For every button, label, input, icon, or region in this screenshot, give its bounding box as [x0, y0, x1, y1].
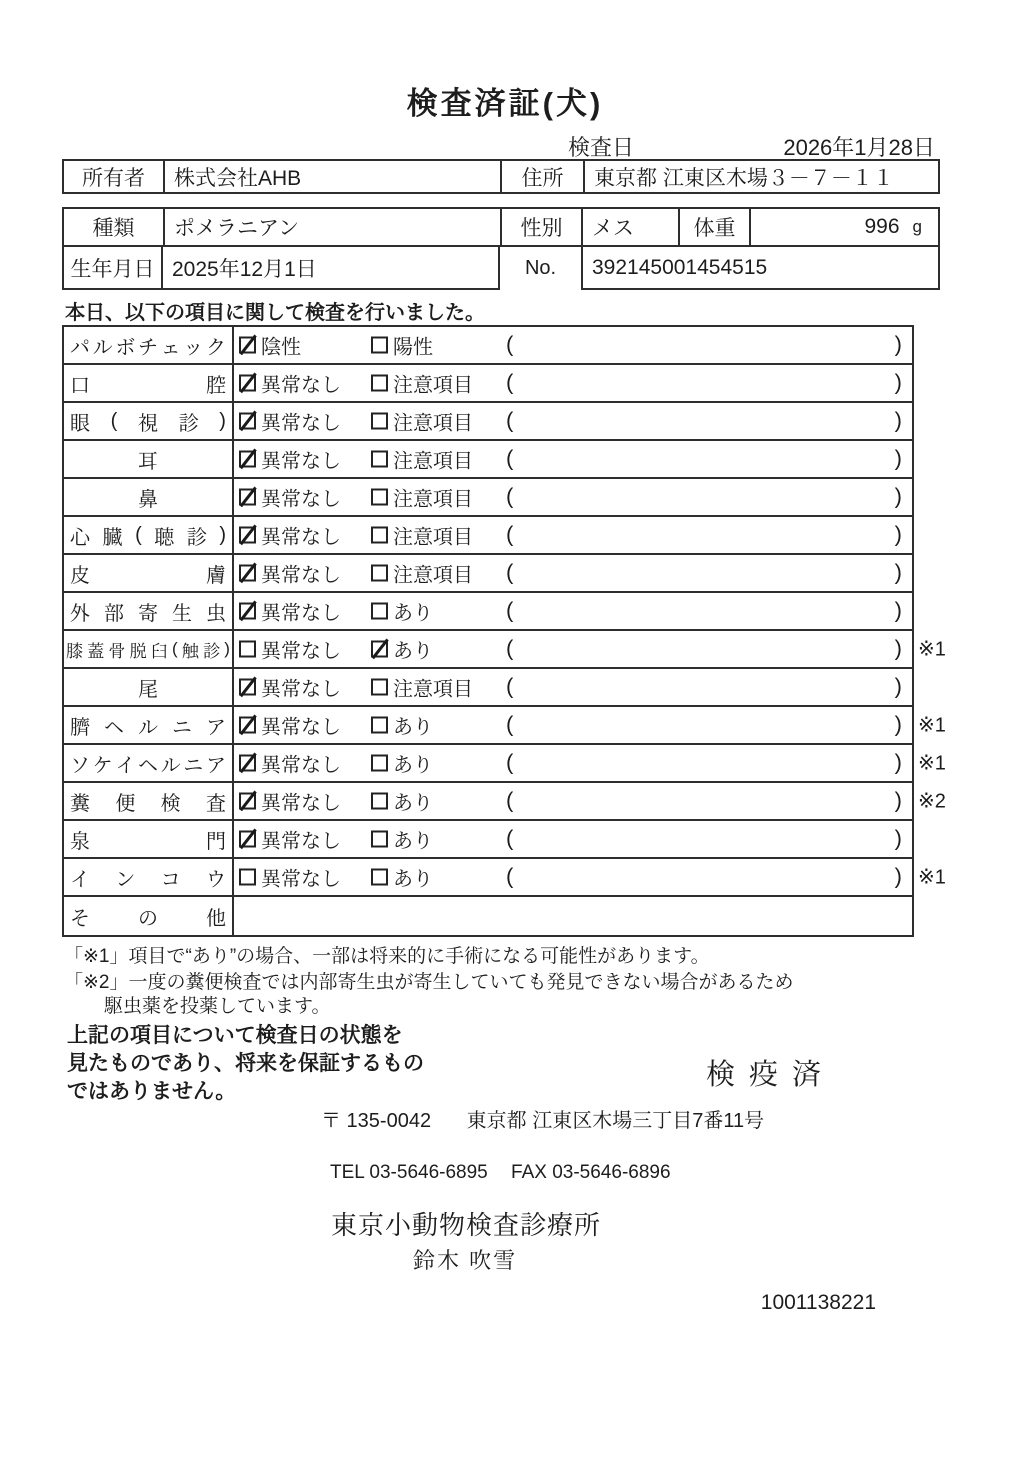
option1 [239, 407, 341, 436]
option2-label: 注意項目 [393, 450, 473, 473]
inspection-item-options [234, 897, 912, 935]
no-value-cell: 392145001454515 [581, 247, 940, 290]
paren-open: ( [506, 787, 514, 813]
option2 [371, 825, 433, 854]
option2-label: 注意項目 [393, 526, 473, 549]
inspection-item-label: 眼 ( 視 診 ) [64, 403, 234, 439]
option1-label: 異常なし [261, 792, 341, 815]
clinic-tel: TEL 03-5646-6895 [330, 1162, 488, 1183]
footnote-2: 「※2」一度の糞便検査では内部寄生虫が寄生していても発見できない場合があるため [64, 972, 794, 993]
option1 [239, 483, 341, 512]
paren-close: ) [894, 635, 902, 661]
paren-close: ) [894, 825, 902, 851]
inspection-row [64, 479, 912, 517]
inspection-item-label: 泉 門 [64, 821, 234, 857]
inspection-item-label: 耳 [64, 441, 234, 477]
inspection-item-options [234, 441, 912, 477]
inspection-row [64, 783, 946, 821]
inspection-item-options [234, 479, 912, 515]
sex-label-cell: 性別 [502, 209, 583, 245]
option2-label: あり [393, 830, 433, 853]
paren-close: ) [894, 863, 902, 889]
option2-label: 注意項目 [393, 412, 473, 435]
checkbox-option1 [239, 831, 256, 848]
option2 [371, 407, 473, 436]
option1 [239, 673, 341, 702]
inspection-row [64, 821, 912, 859]
inspection-item-options [234, 745, 912, 781]
inspection-item-options [234, 403, 912, 439]
paren-close: ) [894, 711, 902, 737]
document-code: 1001138221 [760, 1291, 876, 1314]
paren-open: ( [506, 597, 514, 623]
paren-close: ) [894, 521, 902, 547]
inspection-item-options [234, 707, 912, 743]
option2-label: あり [393, 716, 433, 739]
paren-open: ( [506, 749, 514, 775]
owner-table [62, 159, 940, 194]
option1-label: 異常なし [261, 716, 341, 739]
option1-label: 異常なし [261, 412, 341, 435]
option1-label: 異常なし [261, 678, 341, 701]
owner-label-cell: 所有者 [64, 161, 165, 192]
row-note: ※1 [918, 866, 946, 889]
inspection-row [64, 403, 912, 441]
checkbox-option2 [371, 451, 388, 468]
breed-value-cell: ポメラニアン [165, 209, 502, 245]
option1 [239, 863, 341, 892]
inspection-item-label: 鼻 [64, 479, 234, 515]
inspection-row [64, 897, 912, 935]
option2 [371, 483, 473, 512]
paren-close: ) [894, 483, 902, 509]
inspection-item-options [234, 365, 912, 401]
option2 [371, 559, 473, 588]
paren-open: ( [506, 521, 514, 547]
paren-open: ( [506, 331, 514, 357]
option2-label: 注意項目 [393, 488, 473, 511]
checkbox-option1 [239, 793, 256, 810]
sex-value-cell: メス [583, 209, 680, 245]
animal-info-table [62, 207, 940, 290]
paren-open: ( [506, 711, 514, 737]
option1-label: 異常なし [261, 450, 341, 473]
checkbox-option2 [371, 337, 388, 354]
paren-close: ) [894, 673, 902, 699]
inspection-item-label: 心 臓 ( 聴 診 ) [64, 517, 234, 553]
inspection-date-label: 検査日 [568, 135, 635, 160]
option1-label: 異常なし [261, 488, 341, 511]
footnote-1: 「※1」項目で“あり”の場合、一部は将来的に手術になる可能性があります。 [64, 946, 710, 967]
checkbox-option1 [239, 413, 256, 430]
paren-open: ( [506, 407, 514, 433]
inspection-item-options [234, 859, 912, 895]
disclaimer-line-2: 見たものであり、将来を保証するもの [67, 1052, 424, 1075]
inspection-item-label: 外 部 寄 生 虫 [64, 593, 234, 629]
postal-code: 〒 135-0042 [321, 1110, 432, 1132]
checkbox-option1 [239, 337, 256, 354]
option2 [371, 635, 433, 664]
option2-label: 注意項目 [393, 374, 473, 397]
option1-label: 異常なし [261, 526, 341, 549]
paren-close: ) [894, 369, 902, 395]
option2 [371, 331, 433, 360]
option1 [239, 369, 341, 398]
inspection-row [64, 631, 946, 669]
row-note: ※1 [918, 752, 946, 775]
inspection-item-label: 皮 膚 [64, 555, 234, 591]
inspection-row [64, 745, 946, 783]
checkbox-option1 [239, 869, 256, 886]
clinic-address: 東京都 江東区木場三丁目7番11号 [466, 1110, 765, 1132]
option2-label: あり [393, 640, 433, 663]
disclaimer-line-3: ではありません。 [67, 1080, 237, 1103]
paren-close: ) [894, 445, 902, 471]
quarantine-stamp: 検疫済 [706, 1059, 836, 1091]
paren-open: ( [506, 369, 514, 395]
weight-value-cell [751, 209, 938, 245]
option2 [371, 711, 433, 740]
paren-close: ) [894, 597, 902, 623]
owner-value-cell: 株式会社AHB [165, 161, 502, 192]
inspection-table [62, 325, 946, 937]
checkbox-option2 [371, 375, 388, 392]
option2 [371, 673, 473, 702]
disclaimer-text [67, 1022, 424, 1106]
checkbox-option2 [371, 717, 388, 734]
checkbox-option2 [371, 603, 388, 620]
weight-unit: g [912, 217, 922, 236]
inspection-item-options [234, 517, 912, 553]
row-note: ※1 [918, 714, 946, 737]
checkbox-option2 [371, 869, 388, 886]
checkbox-option1 [239, 489, 256, 506]
checkbox-option1 [239, 679, 256, 696]
option1 [239, 825, 341, 854]
inspection-item-options [234, 555, 912, 591]
option1 [239, 559, 341, 588]
option1-label: 異常なし [261, 374, 341, 397]
paren-open: ( [506, 483, 514, 509]
clinic-name: 東京小動物検査診療所 [331, 1210, 602, 1240]
option2 [371, 863, 433, 892]
birthdate-value-cell: 2025年12月1日 [163, 247, 500, 290]
inspection-row [64, 555, 912, 593]
paren-open: ( [506, 825, 514, 851]
checkbox-option2 [371, 413, 388, 430]
inspection-row [64, 365, 912, 403]
option1 [239, 521, 341, 550]
paren-close: ) [894, 331, 902, 357]
paren-close: ) [894, 559, 902, 585]
footnote-2-continued: 駆虫薬を投薬しています。 [104, 996, 331, 1017]
clinic-address-line [321, 1104, 764, 1133]
option1-label: 異常なし [261, 640, 341, 663]
inspection-item-options [234, 327, 912, 363]
checkbox-option1 [239, 717, 256, 734]
inspection-item-label: ソ ケ イ ヘ ル ニ ア [64, 745, 234, 781]
paren-open: ( [506, 559, 514, 585]
inspection-row [64, 859, 946, 897]
checkbox-option2 [371, 527, 388, 544]
paren-close: ) [894, 749, 902, 775]
paren-open: ( [506, 673, 514, 699]
inspection-item-label: 臍 ヘ ル ニ ア [64, 707, 234, 743]
inspection-item-label: パ ル ボ チ ェ ッ ク [64, 327, 234, 363]
inspection-item-options [234, 631, 912, 667]
option1 [239, 331, 301, 360]
inspection-item-label: イ ン コ ウ [64, 859, 234, 895]
option2-label: あり [393, 792, 433, 815]
checkbox-option1 [239, 375, 256, 392]
option2-label: あり [393, 868, 433, 891]
option1-label: 異常なし [261, 830, 341, 853]
option2-label: あり [393, 602, 433, 625]
no-label: No. [524, 257, 557, 279]
address-value-cell: 東京都 江東区木場３－７－１１ [594, 166, 894, 190]
option1-label: 異常なし [261, 602, 341, 625]
paren-close: ) [894, 787, 902, 813]
checkbox-option2 [371, 641, 388, 658]
paren-open: ( [506, 863, 514, 889]
clinic-contact-line [330, 1162, 671, 1184]
option1-label: 陰性 [261, 336, 301, 359]
option1 [239, 445, 341, 474]
option1 [239, 597, 341, 626]
inspection-row [64, 707, 946, 745]
option1 [239, 635, 341, 664]
inspection-item-options [234, 593, 912, 629]
option1 [239, 749, 341, 778]
checkbox-option2 [371, 565, 388, 582]
inspection-item-label: そ の 他 [64, 897, 234, 935]
option2-label: 陽性 [393, 336, 433, 359]
inspection-item-options [234, 821, 912, 857]
checkbox-option1 [239, 755, 256, 772]
document-title: 検査済証(犬) [406, 86, 604, 121]
option2-label: 注意項目 [393, 678, 473, 701]
breed-row [62, 207, 940, 247]
option2 [371, 369, 473, 398]
checkbox-option2 [371, 755, 388, 772]
inspection-row [64, 593, 912, 631]
inspection-date-value: 2026年1月28日 [783, 135, 935, 160]
option2 [371, 787, 433, 816]
inspection-item-label: 糞 便 検 査 [64, 783, 234, 819]
checkbox-option1 [239, 565, 256, 582]
inspection-row [64, 441, 912, 479]
inspection-item-options [234, 783, 912, 819]
option1 [239, 787, 341, 816]
option1-label: 異常なし [261, 754, 341, 777]
weight-label-cell: 体重 [680, 209, 751, 245]
disclaimer-line-1: 上記の項目について検査日の状態を [67, 1024, 403, 1047]
checkbox-option1 [239, 641, 256, 658]
paren-open: ( [506, 445, 514, 471]
inspection-item-options [234, 669, 912, 705]
checkbox-option1 [239, 603, 256, 620]
inspection-item-label: 尾 [64, 669, 234, 705]
option1-label: 異常なし [261, 868, 341, 891]
inspection-row [64, 517, 912, 555]
paren-open: ( [506, 635, 514, 661]
paren-close: ) [894, 407, 902, 433]
option2 [371, 521, 473, 550]
breed-label-cell: 種類 [64, 209, 165, 245]
address-label-cell: 住所 [502, 161, 585, 192]
birthdate-label-cell: 生年月日 [62, 247, 163, 290]
option2 [371, 749, 433, 778]
inspection-item-label: 口 腔 [64, 365, 234, 401]
option2 [371, 597, 433, 626]
checkbox-option2 [371, 679, 388, 696]
option2-label: 注意項目 [393, 564, 473, 587]
checkbox-option2 [371, 489, 388, 506]
checkbox-option1 [239, 527, 256, 544]
checkbox-option1 [239, 451, 256, 468]
row-note: ※2 [918, 790, 946, 813]
inspection-row [64, 669, 912, 707]
inspection-item-label: 膝 蓋 骨 脱 臼 ( 触 診 ) [64, 631, 234, 667]
option2 [371, 445, 473, 474]
birth-row [62, 247, 940, 290]
intro-text: 本日、以下の項目に関して検査を行いました。 [65, 302, 485, 324]
inspection-row [64, 327, 912, 365]
weight-number: 996 [864, 215, 900, 238]
checkbox-option2 [371, 831, 388, 848]
row-note: ※1 [918, 638, 946, 661]
veterinarian-name: 鈴木 吹雪 [413, 1248, 518, 1273]
clinic-fax: FAX 03-5646-6896 [511, 1162, 671, 1183]
option1-label: 異常なし [261, 564, 341, 587]
option2-label: あり [393, 754, 433, 777]
option1 [239, 711, 341, 740]
checkbox-option2 [371, 793, 388, 810]
